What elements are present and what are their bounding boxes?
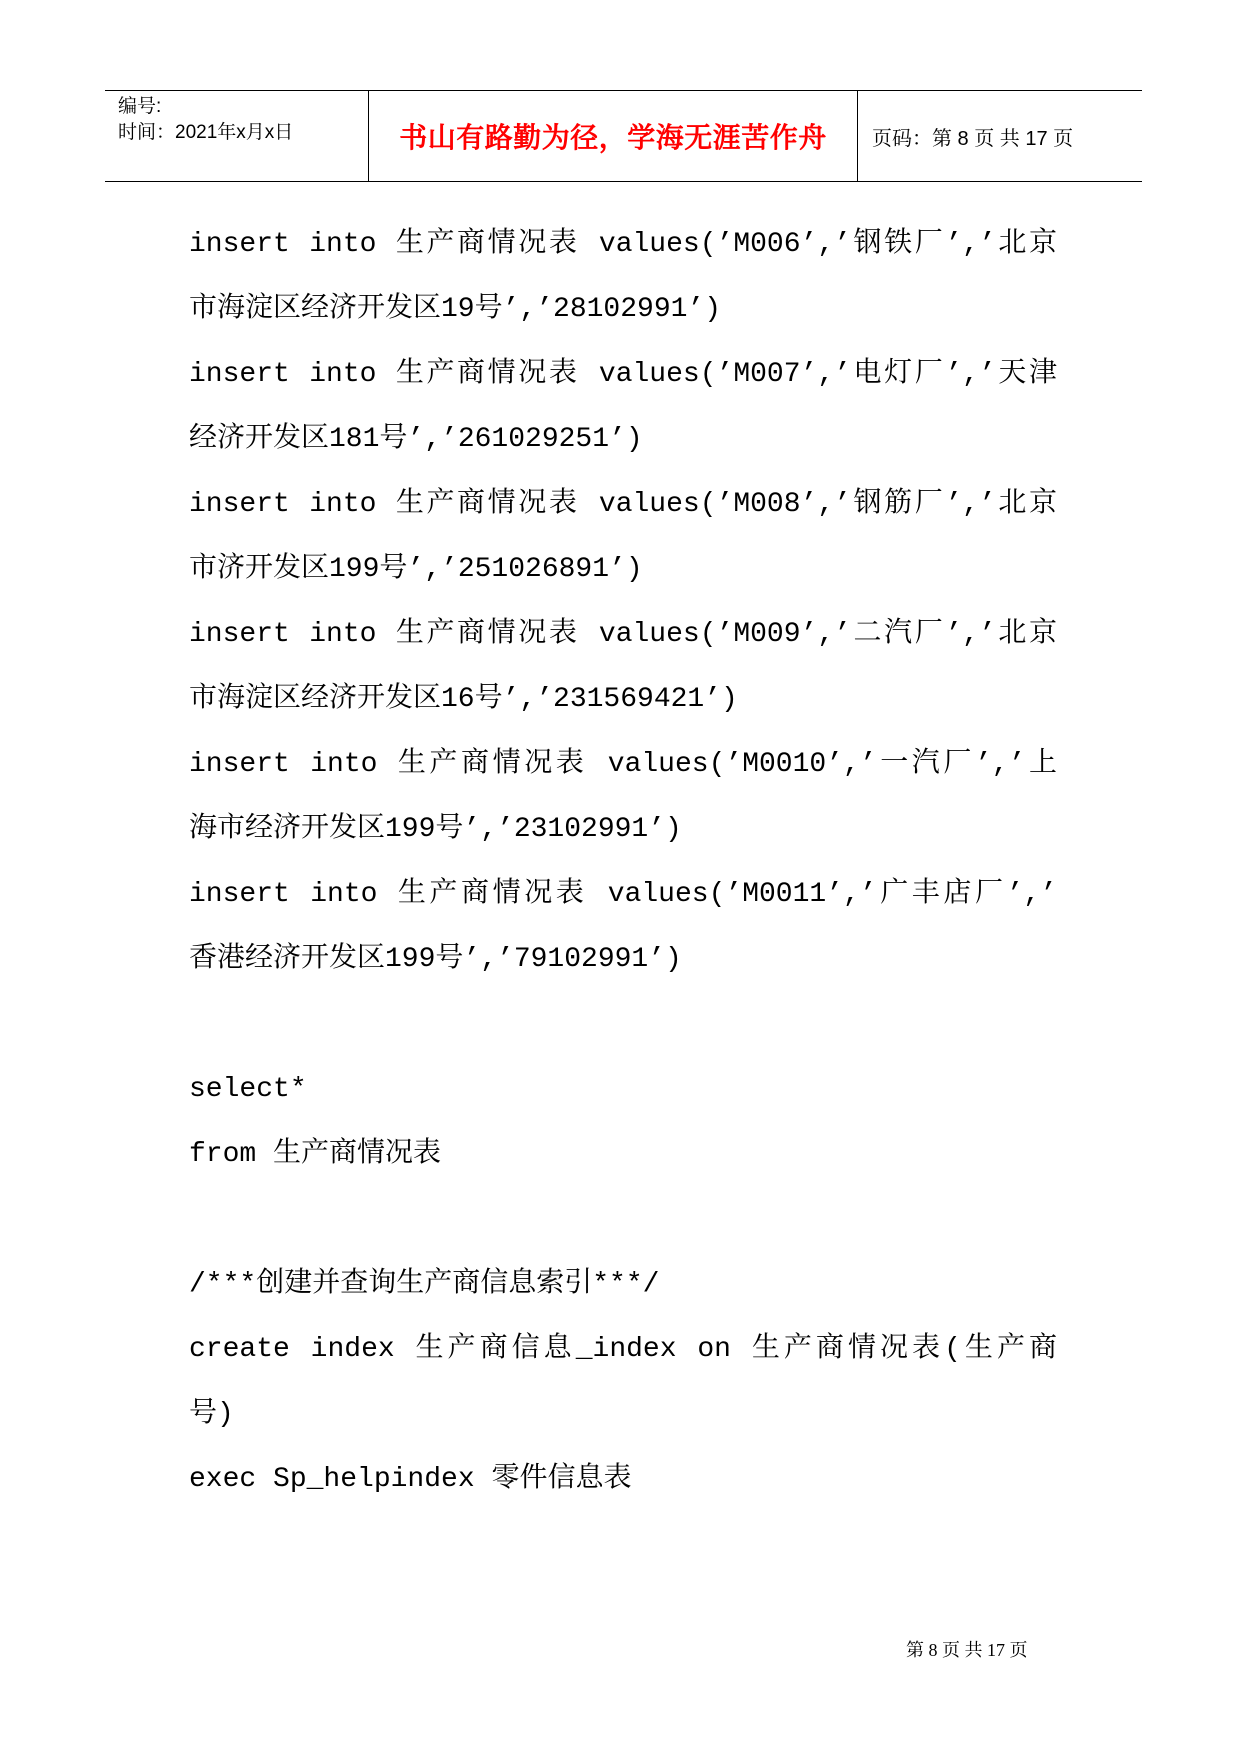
sql-statement [189,1317,1057,1447]
code-line: insert into 生产商情况表 values(’M009’,’二汽厂’,’北京 [189,619,1057,650]
code-line: insert into 生产商情况表 values(’M007’,’电灯厂’,’天津 [189,359,1057,390]
code-line: 市海淀区经济开发区16号’,’231569421’) [189,684,738,715]
sql-statement [189,212,1057,342]
code-line: 市济开发区199号’,’251026891’) [189,554,643,585]
page-footer: 第 8 页 共 17 页 [906,1640,1028,1660]
sql-statement [189,602,1057,732]
code-line: 海市经济开发区199号’,’23102991’) [189,814,682,845]
sql-statement [189,342,1057,472]
code-line: insert into 生产商情况表 values(’M0010’,’一汽厂’,’上 [189,749,1057,780]
code-line: exec Sp_helpindex 零件信息表 [189,1464,632,1495]
code-line: 号) [189,1399,234,1430]
blank-line [189,1187,1057,1252]
header-left-cell [105,91,369,181]
index-section [189,1252,1057,1512]
header-right-cell [858,91,1142,181]
blank-line [189,992,1057,1057]
code-content [189,212,1057,1512]
document-time-label: 时间：2021年x月x日 [118,122,294,143]
code-line: insert into 生产商情况表 values(’M008’,’钢筋厂’,’北京 [189,489,1057,520]
insert-statements-section [189,212,1057,992]
page-header [105,90,1142,182]
code-line: from 生产商情况表 [189,1139,442,1170]
code-line: create index 生产商信息_index on 生产商情况表(生产商 [189,1334,1057,1365]
header-motto: 书山有路勤为径，学海无涯苦作舟 [399,121,827,154]
sql-statement [189,472,1057,602]
code-line: 经济开发区181号’,’261029251’) [189,424,643,455]
code-line: insert into 生产商情况表 values(’M006’,’钢铁厂’,’北京 [189,229,1057,260]
header-motto-cell [369,91,858,181]
sql-statement [189,862,1057,992]
code-line: select* [189,1074,307,1105]
code-line: 香港经济开发区199号’,’79102991’) [189,944,682,975]
select-section [189,1057,1057,1187]
sql-statement [189,732,1057,862]
code-comment-line: /***创建并查询生产商信息索引***/ [189,1269,660,1300]
document-number-label: 编号: [118,96,162,117]
header-page-code: 页码：第 8 页 共 17 页 [872,127,1074,150]
code-line: 市海淀区经济开发区19号’,’28102991’) [189,294,722,325]
code-line: insert into 生产商情况表 values(’M0011’,’广丰店厂’,’ [189,879,1057,910]
